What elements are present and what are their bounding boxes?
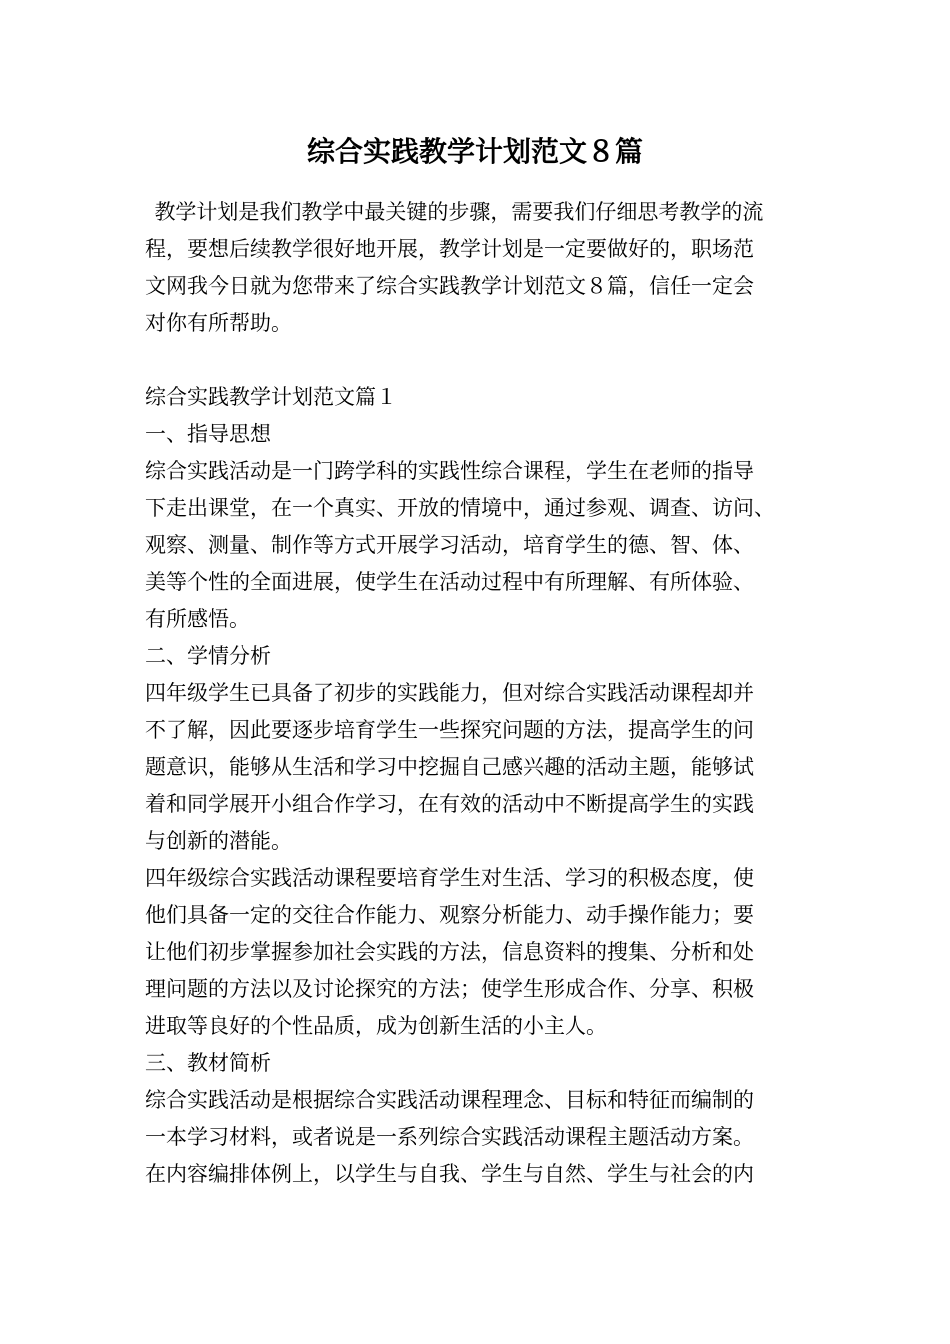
paragraph-course-goals — [145, 860, 815, 1045]
paragraph-line: 下走出课堂，在一个真实、开放的情境中，通过参观、调查、访问、 — [145, 496, 775, 520]
paragraph-line: 与创新的潜能。 — [145, 829, 292, 853]
intro-line: 文网我今日就为您带来了综合实践教学计划范文８篇，信任一定会 — [145, 274, 754, 298]
heading-guiding-ideology: 一、指导思想 — [145, 422, 271, 446]
paragraph-line: 理问题的方法以及讨论探究的方法；使学生形成合作、分享、积极 — [145, 977, 754, 1001]
paragraph-line: 不了解，因此要逐步培育学生一些探究问题的方法，提高学生的问 — [145, 718, 754, 742]
heading-textbook-analysis: 三、教材简析 — [145, 1051, 271, 1075]
paragraph-line: 着和同学展开小组合作学习，在有效的活动中不断提高学生的实践 — [145, 792, 754, 816]
paragraph-line: 一本学习材料，或者说是一系列综合实践活动课程主题活动方案。 — [145, 1125, 754, 1149]
document-body — [145, 194, 815, 1193]
intro-paragraph — [145, 194, 815, 342]
heading-student-analysis: 二、学情分析 — [145, 644, 271, 668]
paragraph-line: 综合实践活动是根据综合实践活动课程理念、目标和特征而编制的 — [145, 1088, 754, 1112]
paragraph-line: 他们具备一定的交往合作能力、观察分析能力、动手操作能力；要 — [145, 903, 754, 927]
paragraph-line: 进取等良好的个性品质，成为创新生活的小主人。 — [145, 1014, 607, 1038]
section-title: 综合实践教学计划范文篇１ — [145, 385, 397, 409]
paragraph-line: 题意识，能够从生活和学习中挖掘自己感兴趣的活动主题，能够试 — [145, 755, 754, 779]
intro-line: 程，要想后续教学很好地开展，教学计划是一定要做好的，职场范 — [145, 237, 754, 261]
paragraph-line: 四年级学生已具备了初步的实践能力，但对综合实践活动课程却并 — [145, 681, 754, 705]
paragraph-line: 在内容编排体例上，以学生与自我、学生与自然、学生与社会的内 — [145, 1162, 754, 1186]
document-title: 综合实践教学计划范文８篇 — [306, 135, 643, 168]
paragraph-line: 让他们初步掌握参加社会实践的方法，信息资料的搜集、分析和处 — [145, 940, 754, 964]
intro-line: 对你有所帮助。 — [145, 311, 292, 335]
paragraph-line: 有所感悟。 — [145, 607, 250, 631]
paragraph-textbook-analysis — [145, 1082, 815, 1193]
intro-line: 教学计划是我们教学中最关键的步骤，需要我们仔细思考教学的流 — [154, 200, 764, 224]
paragraph-guiding-ideology — [145, 453, 815, 638]
paragraph-line: 观察、测量、制作等方式开展学习活动，培育学生的德、智、体、 — [145, 533, 754, 557]
blank-line — [145, 342, 815, 379]
paragraph-student-analysis — [145, 675, 815, 860]
paragraph-line: 四年级综合实践活动课程要培育学生对生活、学习的积极态度，使 — [145, 866, 754, 890]
paragraph-line: 美等个性的全面进展，使学生在活动过程中有所理解、有所体验、 — [145, 570, 754, 594]
paragraph-line: 综合实践活动是一门跨学科的实践性综合课程，学生在老师的指导 — [145, 459, 754, 483]
